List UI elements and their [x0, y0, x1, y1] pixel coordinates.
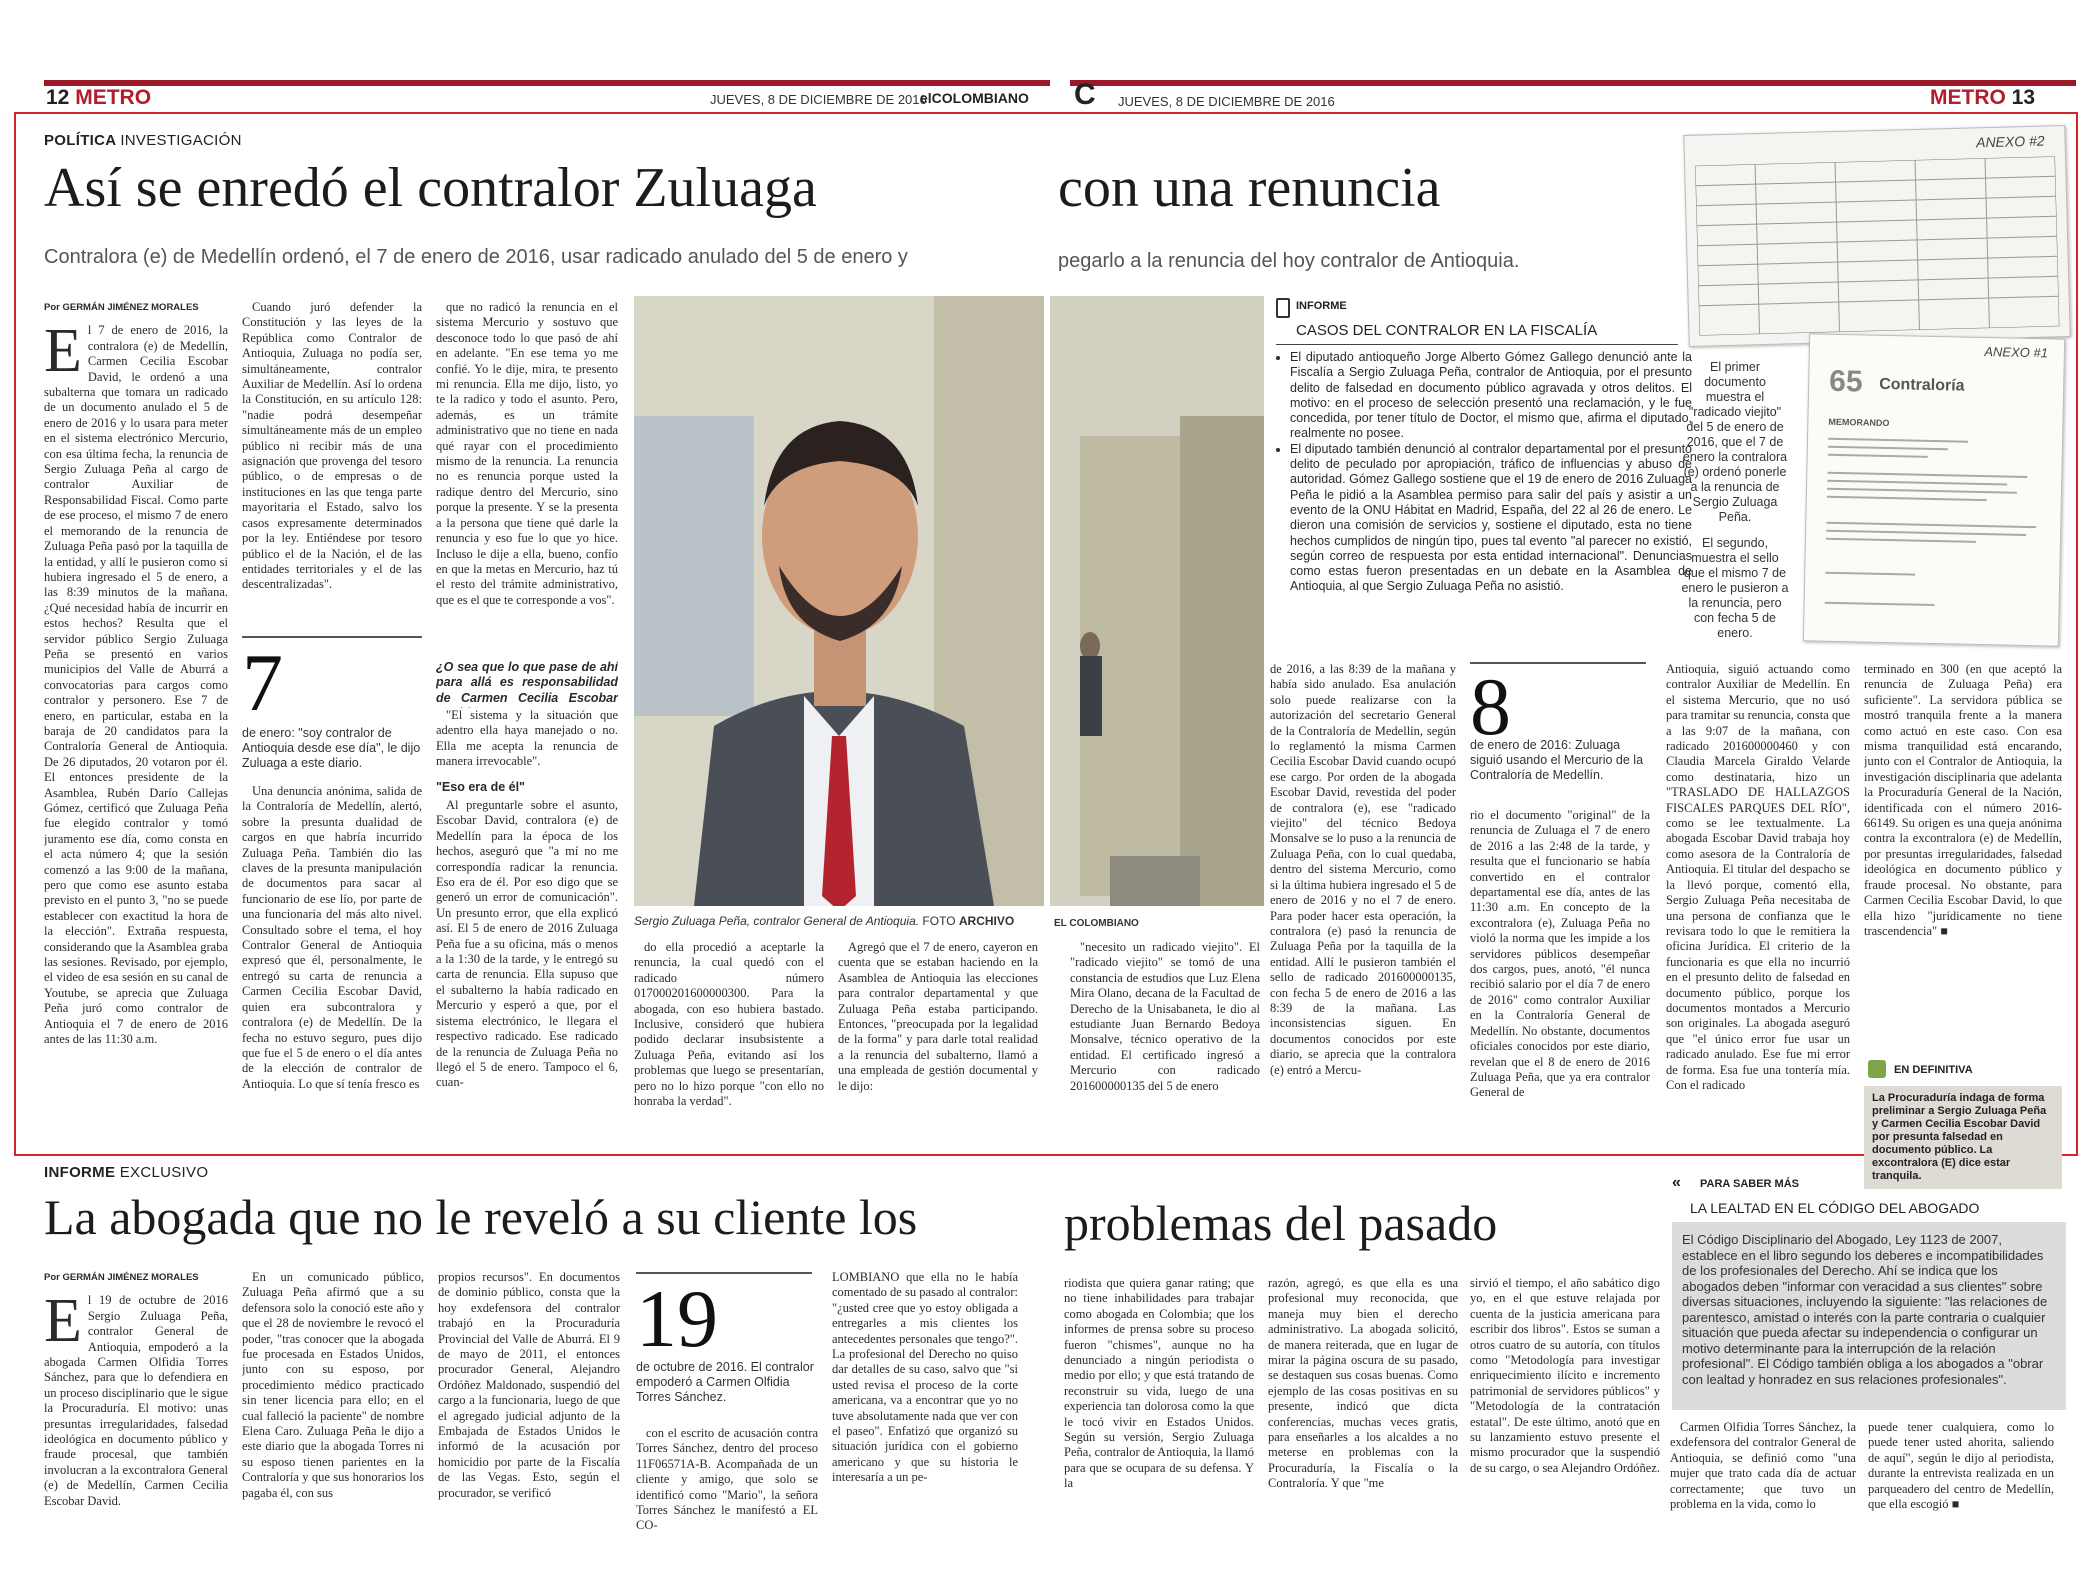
law-label: PARA SABER MÁS	[1700, 1178, 1800, 1190]
law-title: LA LEALTAD EN EL CÓDIGO DEL ABOGADO	[1690, 1200, 1980, 1216]
story2-headline-right: problemas del pasado	[1064, 1195, 1498, 1251]
story1-col8: rio el documento "original" de la renuncia de Zuluaga el 7 de enero de 2016 a las 2:48 de la tarde, y resulta que el funcionario se había convertido en el contralor departamental ese día, antes de las 11:30 a.m. En concepto de la excontralora (e), Zuluaga Peña no violó la norma que les impide a los servidores públicos desempeñar dos cargos, pues, anotó, "él nunca recibió salario por el día 7 de enero de 2016" como contralor Auxiliar en la Contraloría General de Medellín. No obstante, documentos oficiales conocidos por este diario, revelan que el 8 de enero de 2016 Zuluaga Peña, que ya era contralor General de	[1470, 808, 1650, 1100]
document-scan-1	[1683, 125, 2070, 347]
header-rule-right	[1070, 80, 2076, 86]
definitiva-label: EN DEFINITIVA	[1894, 1064, 1973, 1076]
story1-col3-bottom: Al preguntarle sobre el asunto, Escobar David, contralora (e) de Medellín para la época de los hechos, aseguró que "a mí no me correspondía radicar la renuncia. Eso era de él. Por eso digo que se generó un error de comunicación". Un presunto error, que ella explicó así. El 5 de enero de 2016 Zuluaga Peña fue a su oficina, más o menos a la 1:30 de la tarde, y le entregó su carta de renuncia. Ella supuso que el subalterno la había radicado en Mercurio y esperó a que, por el sistema electrónico, le llegara el respectivo radicado. Ese radicado de la renuncia de Zuluaga Peña no llegó el 5 de enero. Tampoco el 6, cuan-	[436, 798, 618, 1090]
story2-kicker: INFORME EXCLUSIVO	[44, 1164, 209, 1181]
story1-col2-top: Cuando juró defender la Constitución y las leyes de la República como Contralor de Antioquia, Zuluaga no podía ser, simultáneamente, contralor Auxiliar de Medellín. Así lo ordena la Constitución, en su artículo 128: "nadie podrá desempeñar simultáneamente más de un empleo público ni recibir más de una asignación que provenga del tesoro público, o de empresas o de instituciones en las que tenga parte mayoritaria el Estado, salvo los casos expresamente determinados por la ley. Entiéndese por tesoro público el de la Nación, el de las entidades territoriales y el de las descentralizadas".	[242, 300, 422, 592]
story2-headline-left: La abogada que no le reveló a su cliente los	[44, 1189, 918, 1245]
doc2-title: Contraloría	[1879, 375, 1965, 395]
informe-label: INFORME	[1296, 300, 1347, 312]
brand-left: elCOLOMBIANO	[920, 90, 1029, 106]
story1-col5: Agregó que el 7 de enero, cayeron en cuenta que se estaban haciendo en la Asamblea de Antioquia las elecciones para contralor departamental y que Zuluaga Peña estaba participando. Entonces, "preocupada por la legalidad de la forma" y para darle total realidad a la renuncia del subalterno, llamó a una empleada de gestión documental y le dijo:	[838, 940, 1038, 1093]
doc-note-1: El primer documento muestra el "radicado viejito" del 5 de enero de 2016, que el 7 de enero la contralora (e) ordenó ponerle a la renuncia de Sergio Zuluaga Peña.	[1682, 360, 1788, 524]
doc2-text-lines	[1824, 433, 2042, 627]
story1-col1: Por GERMÁN JIMÉNEZ MORALES El 7 de enero de 2016, la contralora (e) de Medellín, Carmen Cecilia Escobar David, le ordenó a una subalterna que tomara un radicado de un documento anulado el 5 de enero de 2016 y lo usara para meter en el sistema electrónico Mercurio, con esa última fecha, la renuncia de Sergio Zuluaga Peña al cargo de contralor Auxiliar de Responsabilidad Fiscal. Como parte de ese proceso, el mismo 7 de enero el memorando de la renuncia de Zuluaga Peña pasó por la taquilla de la entidad, y allí le pusieron como si hubiera ingresado el 5 de enero, a las 8:39 minutos de la mañana. ¿Qué necesidad había de incurrir en estos hechos? Resulta que el servidor público Sergio Zuluaga Peña se presentó en varios municipios del Valle de Aburrá a convocatorias para cargos como contralor y personero. Ese 7 de enero, en particular, estaba en la baraja de 20 candidatos para la Contraloría General de Antioquia. De 26 diputados, 20 votaron por él. El entonces presidente de la Asamblea, Rubén Darío Callejas Gómez, certificó que Zuluaga Peña fue elegido contralor y tomó juramento ese día, como consta en el acta número 4; que la sesión comenzó a las 9:00 de la mañana, pero que como ese asunto estaba previsto en el punto 3, "no se puede establecer con exactitud la hora de la elección". Extraña respuesta, considerando que la Asamblea graba las sesiones. Revisado, por ejemplo, el video de esa sesión en su canal de Youtube, se aprecia que Zuluaga Peña juró como contralor de Antioquia el 7 de enero de 2016 antes de las 11:30 a.m.	[44, 302, 228, 1047]
doc1-tag: ANEXO #2	[1975, 132, 2045, 151]
doc2-tag: ANEXO #1	[1984, 344, 2049, 361]
num19-note: de octubre de 2016. El contralor empoderó a Carmen Olfidia Torres Sánchez.	[636, 1360, 814, 1404]
story1-headline-left: Así se enredó el contralor Zuluaga	[44, 157, 817, 219]
story1-col6: "necesito un radicado viejito". El "radicado viejito" se tomó de una constancia de estudios que Luz Elena Mira Olano, decana de la Facultad de Derecho de la Unisabaneta, le dio al estudiante Juan Bernardo Bedoya Monsalve, técnico operativo de la entidad. El certificado ingresó a Mercurio con radicado 201600000135 del 5 de enero	[1070, 940, 1260, 1093]
doc1-table	[1695, 156, 2059, 335]
story1-kicker: POLÍTICA INVESTIGACIÓN	[44, 132, 242, 149]
document-icon	[1276, 298, 1290, 318]
story1-q1: ¿O sea que lo que pase de ahí para allá es responsabilidad de Carmen Cecilia Escobar	[436, 660, 618, 705]
story1-deck-right: pegarlo a la renuncia del hoy contralor de Antioquia.	[1058, 250, 1520, 272]
informe-item: • El diputado también denunció al contralor departamental por el presunto delito de peculado por apropiación, tráfico de influencias y abuso de autoridad. Gómez Gallego sostiene que el 19 de enero de 2016 Zuluaga Peña le pidió a la Asamblea permiso para salir del país y asistir a un evento de la ONU Hábitat en Madrid, España, del 22 al 26 de enero. Le dieron una comisión de servicios y, sostiene el diputado, esta no tiene hechos cumplidos de ningún tipo, pues tal evento "al parecer no existió, según correo de respuesta por esta entidad internacional". Denuncias como estas fueron presentadas en un debate en la Asamblea de Antioquia, al que Sergio Zuluaga Peña no asistió.	[1290, 442, 1692, 595]
informe-item: • El diputado antioqueño Jorge Alberto Gómez Gallego denunció ante la Fiscalía a Sergio Zuluaga Peña, contralor de Antioquia, por el presunto delito de falsedad en documento público agravada y otros delitos. El motivo: en el proceso de selección presentó una reclamación, y le fue concedida, por tener título de Doctor, el mismo que, afirma el diputado, realmente no posee.	[1290, 350, 1692, 442]
story1-q2: "Eso era de él"	[436, 780, 525, 794]
story2-col5: LOMBIANO que ella no le había comentado de su pasado al contralor: "¿usted cree que yo estoy obligada a entregarles a mis clientes los antecedentes personales que tengo?". La profesional del Derecho no quiso dar detalles de su caso, salvo que "si usted revisa el proceso de la corte americana, va a encontrar que yo no tuve absolutamente nada que ver con el paseo". Enfatizó que organizó su situación jurídica con el gobierno americano y que su historia le interesaría a un pe-	[832, 1270, 1018, 1485]
definitiva-icon	[1868, 1060, 1886, 1078]
story2-col4: con el escrito de acusación contra Torres Sánchez, dentro del proceso 11F06571A-B. Acompañada de un cliente y amigo, que solo se identificó como "Mario", la señora Torres Sánchez le manifestó a EL CO-	[636, 1426, 818, 1533]
definitiva-box: La Procuraduría indaga de forma preliminar a Sergio Zuluaga Peña y Carmen Cecilia Escobar David por presunta falsedad en documento público. La excontralora (E) dice estar tranquila.	[1864, 1086, 2062, 1189]
story2-col10: puede tener cualquiera, como lo puede tener usted ahorita, saliendo de aquí", según le dijo al periodista, durante la entrevista realizada en un parqueadero del centro de Medellín, que ella escogió ■	[1868, 1420, 2054, 1512]
story1-col10: terminado en 300 (en que aceptó la renuncia de Zuluaga Peña) era suficiente". La servidora pública se mostró tranquila frente a la manera como actuó en este caso. Con esa misma tranquilidad está encarando, junto con el Contralor de Antioquia, la investigación disciplinaria que adelanta la Procuraduría General de la Nación, identificada con el número 2016-66149. Su origen es una queja anónima contra la excontralora (e) de Medellín, por presuntas irregularidades, falsedad ideológica en documento público y fraude procesal. No obstante, para Carmen Cecilia Escobar David, lo que ella hizo "jurídicamente no tiene trascendencia" ■	[1864, 662, 2062, 938]
doc2-subtitle: MEMORANDO	[1828, 416, 1890, 429]
num7-note: de enero: "soy contralor de Antioquia desde ese día", le dijo Zuluaga a este diario.	[242, 726, 421, 770]
page-number-right: METRO 13	[1930, 86, 2036, 109]
photo-contralor	[634, 296, 1044, 906]
story1-col7: de 2016, a las 8:39 de la mañana y había sido anulado. Esa anulación solo puede realizarse con la autorización del secretario General de la Contraloría de Medellín, según lo reglamentó la misma Carmen Cecilia Escobar David cuando ocupó ese cargo. Por orden de la abogada Escobar David, revestida del poder de contralora (e), ese "radicado viejito" del técnico Bedoya Monsalve se lo puso a la renuncia de Zuluaga Peña, con lo cual quedaba, dentro del sistema Mercurio, como si la última hubiera ingresado el 5 de enero de 2016 y no el 7 de enero. Para poder hacer esta operación, la contralora (e) pasó la renuncia de Zuluaga Peña por la taquilla de la entidad. Allí le pusieron también el sello de radicado 201600000135, con fecha 5 de enero de 2016 a las 8:39 de la mañana. Las inconsistencias siguen. En documentos conocidos por este diario, se aprecia que la contralora (e) entró a Mercu-	[1270, 662, 1456, 1077]
portrait-illustration	[634, 296, 1044, 906]
num8-note: de enero de 2016: Zuluaga siguió usando el Mercurio de la Contraloría de Medellín.	[1470, 738, 1644, 782]
num7: 7	[242, 637, 283, 728]
page-number-left: 12 METRO	[46, 86, 152, 109]
num8: 8	[1470, 661, 1511, 752]
story1-a1: "El sistema y la situación que adentro ella haya manejado o no. Ella me acepta la renuncia de manera irrevocable".	[436, 708, 618, 769]
story2-col2: En un comunicado público, Zuluaga Peña afirmó que a su defensora solo la conoció este año y que el 28 de noviembre le revocó el poder, "tras conocer que la abogada fue procesada en Estados Unidos, junto con su esposo, por procedimiento médico practicado sin tener licencia para ello; en el cual falleció la paciente" de nombre Elena Caro. Zuluaga Peña le dijo a este diario que la abogada Torres ni su esposo tienen parientes en la Contraloría y que sus honorarios los pagaba él, con sus	[242, 1270, 424, 1500]
law-box: El Código Disciplinario del Abogado, Ley 1123 de 2007, establece en el libro segundo los deberes e incompatibilidades de los profesionales del Derecho. Ahí se indica que los abogados deben "informar con veracidad a sus clientes" sobre diversas situaciones, incluyendo la siguiente: "las relaciones de parentesco, amistad o interés con la parte contraria o cualquier situación que pueda afectar su independencia o configurar un motivo determinante para la interrupción de la relación profesional". El Código también obliga a los abogados a "obrar con lealtad y honradez en sus relaciones profesionales".	[1672, 1222, 2066, 1410]
story1-col9: Antioquia, siguió actuando como contralor Auxiliar de Medellín. En el sistema Mercurio, que no usó para tramitar su renuncia, consta que a las 9:07 de la mañana, con radicado 201600000460 y con Claudia Marcela Giraldo Velarde como destinataria, hizo un "TRASLADO DE HALLAZGOS FISCALES PARQUES DEL RÍO", como se lee textualmente. La abogada Escobar David trabaja hoy como asesora de la Contraloría de Antioquia. El titular del despacho se la llevó porque, comentó ella, Sergio Zuluaga Peña necesitaba de una persona de confianza que le revisara todo lo que le remitiera la oficina Jurídica. El criterio de la funcionaria es que ella no incurrió en el presunto delito de falsedad en documento público, porque los documentos montados a Mercurio son originales. La abogada aseguró que "el único error fue usar un radicado anulado. Ese fue mi error de forma. Esa fue una tontería mía. Con el radicado	[1666, 662, 1850, 1092]
informe-list	[1276, 350, 1692, 640]
date-right: JUEVES, 8 DE DICIEMBRE DE 2016	[1118, 94, 1335, 109]
story1-col4: do ella procedió a aceptarle la renuncia, la cual quedó con el radicado número 017000201600000300. Para la abogada, con eso hubiera bastado. Inclusive, consideró que hubiera podido declarar insubsistente a Zuluaga Peña, evitando así los problemas que luego se presentarían, pero no lo hizo porque "con ello no honraba la verdad".	[634, 940, 824, 1109]
story1-col3: que no radicó la renuncia en el sistema Mercurio y sostuvo que desconoce todo lo que pasó de ahí en adelante. "En ese tema yo me confié. Yo le dije, mira, te presento mi renuncia. Ella me dijo, listo, yo te la radico y todo el asunto. Pero, además, es un trámite administrativo que no tiene en nada qué rayar con el procedimiento mismo de la renuncia. La renuncia no es renuncia porque usted la radique dentro del Mercurio, sino porque la presente. Y se la presenta a la persona que tiene qué darle la renuncia y eso fue lo que yo hice. Incluso le dije a ella, bueno, confío en que la metas en Mercurio, haz tú el resto del trámite administrativo, que es el que te corresponde a vos".	[436, 300, 618, 607]
photo-hallway	[1050, 296, 1264, 906]
logo-c: C	[1074, 78, 1096, 111]
story1-headline-right: con una renuncia	[1058, 157, 1441, 219]
doc2-logo-number: 65	[1828, 364, 1863, 399]
hallway-illustration	[1050, 296, 1264, 906]
photo2-credit: EL COLOMBIANO	[1054, 918, 1139, 929]
story2-col6: riodista que quiera ganar rating; que no tiene inhabilidades para trabajar como abogada en Colombia; que los informes de prensa sobre su proceso fueron "chismes", aunque no ha denunciado a ningún periodista o medio por ello; y que está tratando de reconstruir su vida, luego de una experiencia tan dolorosa como la que le tocó vivir en Estados Unidos. Según su versión, Sergio Zuluaga Peña, contralor de Antioquia, la llamó para que se ocupara de su defensa. Y la	[1064, 1276, 1254, 1491]
story1-deck-left: Contralora (e) de Medellín ordenó, el 7 de enero de 2016, usar radicado anulado del 5 de enero y	[44, 246, 908, 268]
doc-note-2: El segundo, muestra el sello que el mismo 7 de enero le pusieron a la renuncia, pero con fecha 5 de enero.	[1681, 536, 1789, 640]
informe-title: CASOS DEL CONTRALOR EN LA FISCALÍA	[1296, 322, 1598, 339]
num19: 19	[636, 1273, 718, 1364]
document-scan-2	[1803, 333, 2065, 646]
date-left: JUEVES, 8 DE DICIEMBRE DE 2016	[710, 92, 927, 107]
story2-col7: razón, agregó, es que ella es una profesional muy reconocida, que maneja muy bien el derecho administrativo. La abogada solicitó, de manera reiterada, que en lugar de mirar la página oscura de su pasado, se destaquen sus cosas buenas. Como ejemplo de las cosas positivas en su presente, indicó que dicta conferencias, muchas veces gratis, para enseñarles a los alcaldes a no meterse en problemas con la Procuraduría, la Fiscalía o la Contraloría. Y que "me	[1268, 1276, 1458, 1491]
story2-col1: Por GERMÁN JIMÉNEZ MORALES El 19 de octubre de 2016 Sergio Zuluaga Peña, contralor General de Antioquia, empoderó a la abogada Carmen Olfidia Torres Sánchez, para que lo defendiera en un proceso disciplinario que le sigue la Procuraduría. El motivo: unas presuntas irregularidades, falsedad ideológica en documento público y fraude procesal, que también involucran a la excontralora General (e) de Medellín, Carmen Cecilia Escobar David.	[44, 1272, 228, 1508]
story2-col8: sirvió el tiempo, el año sabático digo yo, en el que estuve relajada por cuenta de la justicia americana para escribir dos libros". Estos se suman a otros cuatro de su autoría, con títulos como "Metodología para investigar enriquecimiento ilícito e incremento patrimonial de servidores públicos" y "Metodología de la contratación estatal". De este último, anotó que en su lanzamiento estuvo presente el mismo procurador que la suspendió de su cargo, o sea Alejandro Ordóñez.	[1470, 1276, 1660, 1475]
story2-col9: Carmen Olfidia Torres Sánchez, la exdefensora del contralor General de Antioquia, se definió como "una mujer que trato cada día de actuar correctamente; que tuvo un problema en la vida, como lo	[1670, 1420, 1856, 1512]
photo-caption: Sergio Zuluaga Peña, contralor General de Antioquia. FOTO ARCHIVO	[634, 914, 1015, 928]
chevron-left-icon: «	[1672, 1174, 1681, 1191]
story2-col3: propios recursos". En documentos de dominio público, consta que la hoy exdefensora del contralor trabajó en la Procuraduría Provincial del Valle de Aburrá. El 9 de mayo de 2011, el entonces procurador General, Alejandro Ordóñez Maldonado, suspendió del cargo a la funcionaria, luego de que el agregado judicial adjunto de la Embajada de Estados Unidos le informó de la acusación por homicidio por parte de la Fiscalía de las Vegas. Esto, según el procurador, se verificó	[438, 1270, 620, 1500]
story1-col2-bottom: Una denuncia anónima, salida de la Contraloría de Medellín, alertó, sobre la presunta dualidad de cargos en que habría incurrido Zuluaga Peña. También dio las claves de la presunta manipulación de documentos para sacar al funcionario de ese lío, por parte de una funcionaria del más alto nivel. Consultado sobre el tema, el hoy Contralor General de Antioquia expresó que él, personalmente, le entregó su carta de renuncia a Carmen Cecilia Escobar David, quien era subcontralora y contralora (e) de Medellín. De la fecha no estuvo seguro, pues dijo que fue el 5 de enero o el día antes de la elección de contralor de Antioquia. Lo que sí tenía fresco es	[242, 784, 422, 1091]
informe-rule	[1276, 344, 1678, 345]
header-rule-left	[44, 80, 1050, 86]
